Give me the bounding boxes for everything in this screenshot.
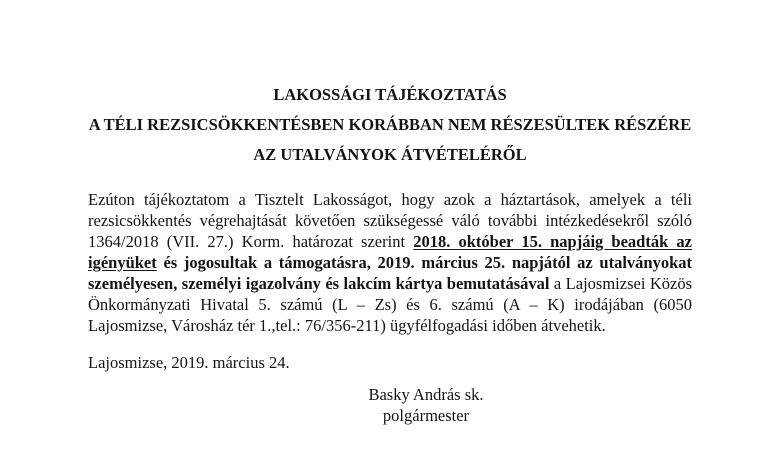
title-line-2: A TÉLI REZSICSÖKKENTÉSBEN KORÁBBAN NEM RÉSZESÜLTEK RÉSZÉRE [88,115,692,134]
signature-name: Basky András sk. [368,385,484,404]
paragraph-segment-regular-2: a Lajosmizsei Közös Önkormányzati Hivatal 5. számú (L – Zs) és 6. számú (A – K) irodájában (6050 Lajosmizse, Városház tér 1.,tel.: 76/356-211) ügyfélfogadási időben átvehetik. [88,273,692,335]
document-title [88,80,692,170]
signature-title: polgármester [382,406,470,425]
signature-block [326,384,526,426]
paragraph-segment-bold: és jogosultak a támogatásra, 2019. március 25. napjától az utalványokat személyesen, személyi igazolvány és lakcím kártya bemutatásával [88,252,693,293]
paragraph-segment-regular-1: Ezúton tájékoztatom a Tisztelt Lakosságot, hogy azok a háztartások, amelyek a téli rezsicsökkentés végrehajtását követően szükségessé váló további intézkedésekről szóló 1364/2018 (VII. 27.) Korm. határozat szerint [88,189,692,251]
date-line: Lajosmizse, 2019. március 24. [88,353,290,372]
title-line-1: LAKOSSÁGI TÁJÉKOZTATÁS [273,85,507,104]
body-paragraph [88,189,692,336]
title-line-3: AZ UTALVÁNYOK ÁTVÉTELÉRŐL [253,145,527,164]
paragraph-segment-bold-underline: 2018. október 15. napjáig beadták az igényüket [88,231,692,272]
